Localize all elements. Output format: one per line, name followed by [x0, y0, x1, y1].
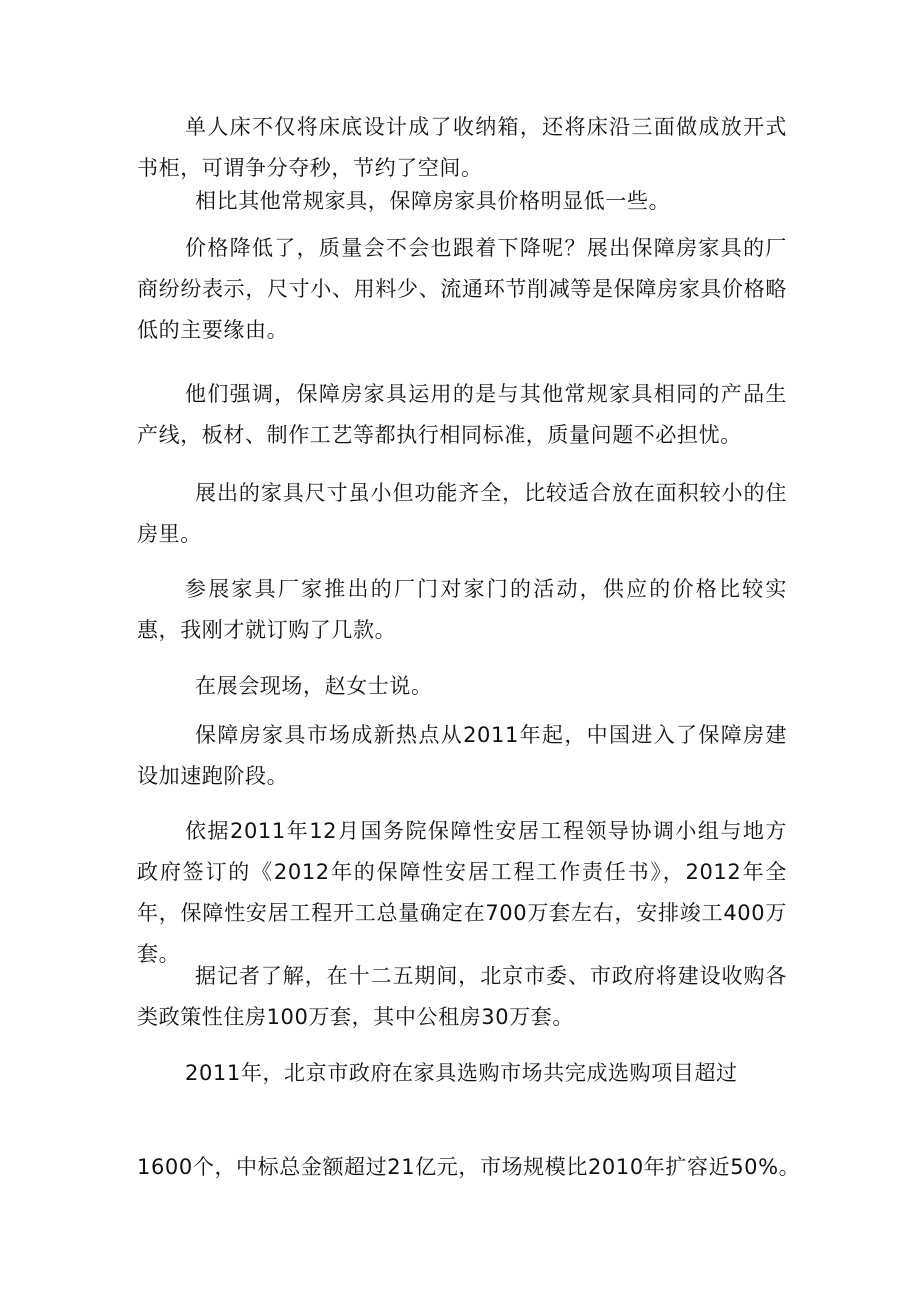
paragraph-price-comparison: 相比其他常规家具，保障房家具价格明显低一些。: [195, 189, 671, 213]
paragraph-procurement-intro: 2011年，北京市政府在家具选购市场共完成选购项目超过: [185, 1061, 738, 1085]
paragraph-market-hotspot: 保障房家具市场成新热点从2011年起，中国进入了保障房建设加速跑阶段。: [137, 723, 787, 788]
paragraph-procurement-figures: 1600个，中标总金额超过21亿元，市场规模比2010年扩容近50%。: [137, 1155, 801, 1179]
paragraph-furniture-functions: 展出的家具尺寸虽小但功能齐全，比较适合放在面积较小的住房里。: [137, 481, 787, 546]
paragraph-beijing-housing-plan: 据记者了解，在十二五期间，北京市委、市政府将建设收购各类政策性住房100万套，其中公租房30万套。: [137, 964, 787, 1029]
paragraph-quote-attribution: 在展会现场，赵女士说。: [195, 674, 433, 698]
paragraph-responsibility-document: 依据2011年12月国务院保障性安居工程领导协调小组与地方政府签订的《2012年的保障性安居工程工作责任书》，2012年全年，保障性安居工程开工总量确定在700万套左右，安排竣工400万套。: [137, 819, 787, 966]
paragraph-exhibitor-promotion: 参展家具厂家推出的厂门对家门的活动，供应的价格比较实惠，我刚才就订购了几款。: [137, 577, 787, 642]
paragraph-quality-question: 价格降低了，质量会不会也跟着下降呢？展出保障房家具的厂商纷纷表示，尺寸小、用料少、流通环节削减等是保障房家具价格略低的主要缘由。: [137, 236, 787, 342]
paragraph-manufacturers-emphasis: 他们强调，保障房家具运用的是与其他常规家具相同的产品生产线，板材、制作工艺等都执行相同标准，质量问题不必担忧。: [137, 382, 787, 447]
paragraph-single-bed: 单人床不仅将床底设计成了收纳箱，还将床沿三面做成放开式书柜，可谓争分夺秒，节约了空间。: [137, 115, 787, 180]
